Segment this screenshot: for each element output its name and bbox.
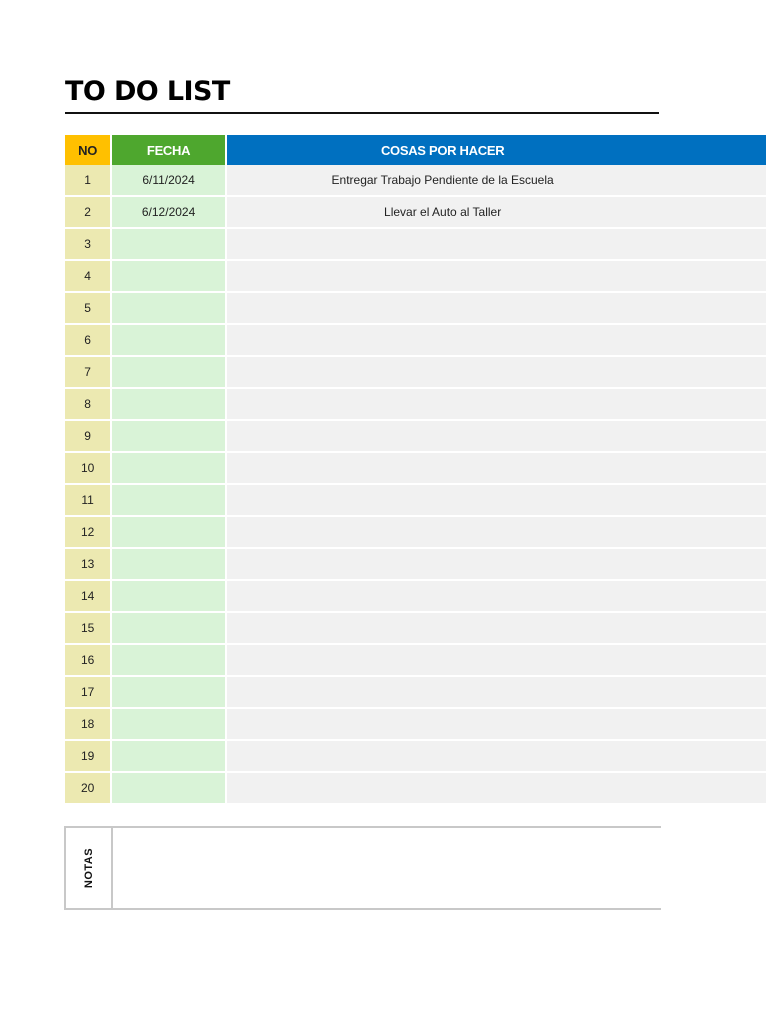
table-row [65,420,766,452]
date-cell[interactable] [111,676,226,708]
row-extension [658,484,766,516]
table-row [65,324,766,356]
task-cell[interactable] [226,548,658,580]
row-extension [658,644,766,676]
task-cell[interactable] [226,356,658,388]
table-row [65,356,766,388]
row-extension [658,548,766,580]
task-cell[interactable] [226,708,658,740]
row-number-cell: 11 [65,484,111,516]
table-row [65,260,766,292]
column-header-fecha[interactable]: FECHA [111,135,226,165]
task-cell[interactable] [226,388,658,420]
row-extension [658,324,766,356]
row-extension [658,708,766,740]
row-extension [658,772,766,803]
row-number-cell: 19 [65,740,111,772]
row-extension [658,516,766,548]
task-cell[interactable] [226,644,658,676]
task-cell[interactable] [226,740,658,772]
task-cell[interactable]: Llevar el Auto al Taller [226,196,658,228]
row-number-cell: 8 [65,388,111,420]
task-cell[interactable] [226,580,658,612]
row-number-cell: 6 [65,324,111,356]
table-row [65,452,766,484]
todo-table [65,135,766,803]
date-cell[interactable] [111,452,226,484]
notes-box [64,826,661,910]
task-cell[interactable] [226,260,658,292]
table-row [65,484,766,516]
date-cell[interactable] [111,644,226,676]
row-number-cell: 17 [65,676,111,708]
table-row [65,165,766,196]
task-cell[interactable] [226,292,658,324]
task-cell[interactable] [226,452,658,484]
table-row [65,228,766,260]
row-number-cell: 7 [65,356,111,388]
row-number-cell: 9 [65,420,111,452]
row-number-cell: 13 [65,548,111,580]
table-row [65,708,766,740]
date-cell[interactable] [111,228,226,260]
row-number-cell: 1 [65,165,111,196]
date-cell[interactable] [111,420,226,452]
date-cell[interactable] [111,356,226,388]
table-row [65,772,766,803]
title-underline [65,112,659,114]
row-extension [658,740,766,772]
date-cell[interactable] [111,388,226,420]
table-row [65,292,766,324]
row-number-cell: 2 [65,196,111,228]
row-extension [658,356,766,388]
page-title: TO DO LIST [65,76,230,107]
row-extension [658,420,766,452]
task-cell[interactable] [226,676,658,708]
notes-label-cell [66,828,113,908]
table-row [65,388,766,420]
table-row [65,548,766,580]
row-extension [658,388,766,420]
table-row [65,580,766,612]
row-extension [658,196,766,228]
date-cell[interactable]: 6/12/2024 [111,196,226,228]
row-extension [658,292,766,324]
date-cell[interactable]: 6/11/2024 [111,165,226,196]
row-extension [658,452,766,484]
task-cell[interactable] [226,324,658,356]
row-extension [658,228,766,260]
row-number-cell: 5 [65,292,111,324]
table-row [65,612,766,644]
row-number-cell: 15 [65,612,111,644]
row-number-cell: 10 [65,452,111,484]
row-number-cell: 20 [65,772,111,803]
row-extension [658,580,766,612]
column-header-no[interactable]: NO [65,135,111,165]
row-number-cell: 18 [65,708,111,740]
date-cell[interactable] [111,772,226,803]
task-cell[interactable] [226,772,658,803]
column-header-task[interactable]: COSAS POR HACER [226,135,658,165]
date-cell[interactable] [111,260,226,292]
notes-label: NOTAS [82,847,95,889]
table-header-row [65,135,766,165]
date-cell[interactable] [111,292,226,324]
table-row [65,676,766,708]
table-row [65,196,766,228]
row-extension [658,260,766,292]
date-cell[interactable] [111,740,226,772]
row-number-cell: 4 [65,260,111,292]
task-cell[interactable] [226,484,658,516]
task-cell[interactable] [226,612,658,644]
header-extension [658,135,766,165]
task-cell[interactable]: Entregar Trabajo Pendiente de la Escuela [226,165,658,196]
table-row [65,740,766,772]
task-cell[interactable] [226,516,658,548]
date-cell[interactable] [111,516,226,548]
row-extension [658,612,766,644]
date-cell[interactable] [111,548,226,580]
date-cell[interactable] [111,612,226,644]
row-number-cell: 3 [65,228,111,260]
task-cell[interactable] [226,228,658,260]
table-row [65,516,766,548]
notes-field[interactable] [113,828,661,908]
date-cell[interactable] [111,324,226,356]
table-row [65,644,766,676]
task-cell[interactable] [226,420,658,452]
row-number-cell: 12 [65,516,111,548]
row-number-cell: 16 [65,644,111,676]
date-cell[interactable] [111,708,226,740]
date-cell[interactable] [111,484,226,516]
date-cell[interactable] [111,580,226,612]
row-extension [658,165,766,196]
row-number-cell: 14 [65,580,111,612]
row-extension [658,676,766,708]
